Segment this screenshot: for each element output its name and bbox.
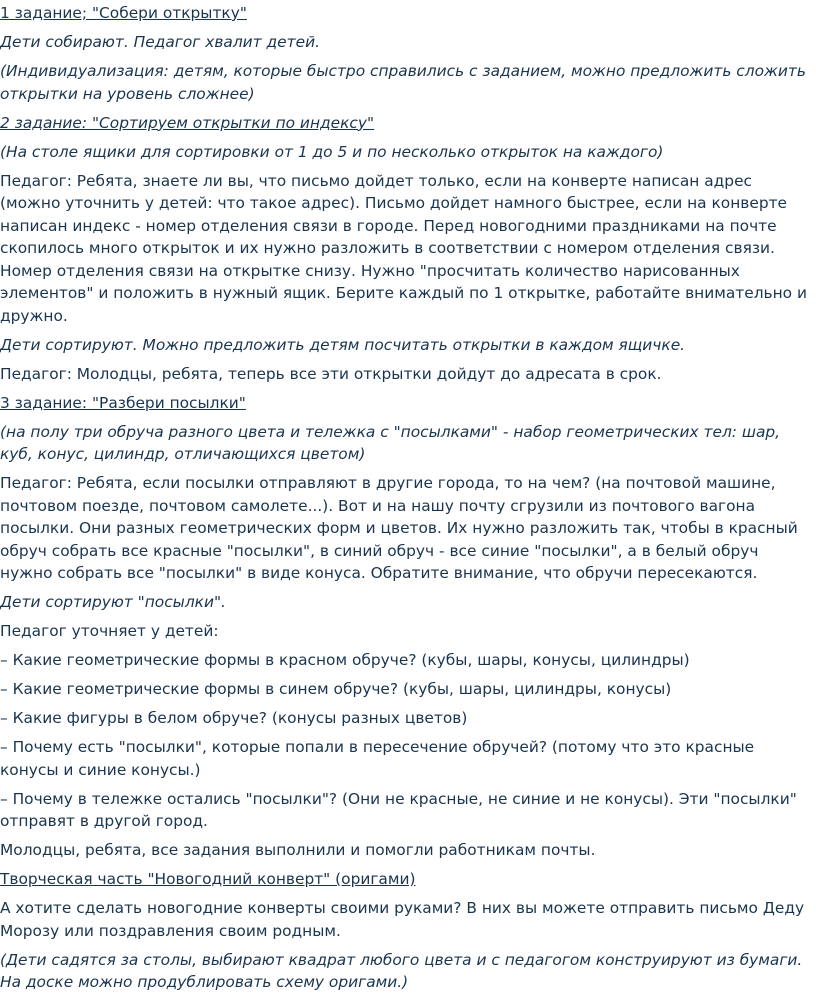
task-3-children-action: Дети сортируют "посылки". bbox=[0, 593, 226, 611]
creative-part-heading: Творческая часть "Новогодний конверт" (оригами) bbox=[0, 870, 416, 888]
task-1-children-action: Дети собирают. Педагог хвалит детей. bbox=[0, 33, 320, 51]
creative-part-note: (Дети садятся за столы, выбирают квадрат любого цвета и с педагогом конструируют из бумаги. На доске можно продублировать схему оригами.) bbox=[0, 950, 803, 991]
task-1-heading: 1 задание; "Собери открытку" bbox=[0, 4, 247, 22]
task-2-children-action: Дети сортируют. Можно предложить детям посчитать открытки в каждом ящичке. bbox=[0, 335, 686, 354]
document-body bbox=[0, 2, 812, 1000]
task-3-teacher-questions-intro: Педагог уточняет у детей: bbox=[0, 622, 219, 640]
task-1-individualization-note: (Индивидуализация: детям, которые быстро справились с заданием, можно предложить сложить открытки на уровень сложнее) bbox=[0, 62, 806, 103]
task-2-heading: 2 задание: "Сортируем открытки по индексу" bbox=[0, 113, 375, 132]
question-blue-hoop: – Какие геометрические формы в синем обруче? (кубы, шары, цилиндры, конусы) bbox=[0, 680, 672, 698]
task-3-heading: 3 задание: "Разбери посылки" bbox=[0, 393, 246, 412]
question-red-hoop: – Какие геометрические формы в красном обруче? (кубы, шары, конусы, цилиндры) bbox=[0, 651, 690, 669]
creative-part-teacher-speech: А хотите сделать новогодние конверты своими руками? В них вы можете отправить письмо Деду Морозу или поздравления своим родным. bbox=[0, 899, 805, 940]
task-2-teacher-speech: Педагог: Ребята, знаете ли вы, что письмо дойдет только, если на конверте написан адрес (можно уточнить у детей: что такое адрес). Письмо дойдет намного быстрее, если на конверте написан индекс - номер отделения связи в городе. Перед новогодними праздниками на почте скопилось много открыток и их нужно разложить в соответствии с номером отделения связи. Номер отделения связи на открытке снизу. Нужно "просчитать количество нарисованных элементов" и положить в нужный ящик. Берите каждый по 1 открытке, работайте внимательно и дружно. bbox=[0, 171, 807, 325]
question-white-hoop: – Какие фигуры в белом обруче? (конусы разных цветов) bbox=[0, 709, 468, 727]
task-2-teacher-praise: Педагог: Молодцы, ребята, теперь все эти открытки дойдут до адресата в срок. bbox=[0, 364, 662, 383]
task-3-teacher-speech: Педагог: Ребята, если посылки отправляют в другие города, то на чем? (на почтовой машине, почтовом поезде, почтовом самолете...). Вот и на нашу почту сгрузили из почтового вагона посылки. Они разных геометрических форм и цветов. Их нужно разложить так, чтобы в красный обруч собрать все красные "посылки", в синий обруч - все синие "посылки", а в белый обруч нужно собрать все "посылки" в виде конуса. Обратите внимание, что обручи пересекаются. bbox=[0, 474, 798, 582]
task-2-setup-note: (На столе ящики для сортировки от 1 до 5 и по несколько открыток на каждого) bbox=[0, 142, 664, 161]
question-intersection: – Почему есть "посылки", которые попали в пересечение обручей? (потому что это красные конусы и синие конусы.) bbox=[0, 738, 755, 779]
question-cart: – Почему в тележке остались "посылки"? (Они не красные, не синие и не конусы). Эти "посылки" отправят в другой город. bbox=[0, 789, 797, 830]
task-3-setup-note: (на полу три обруча разного цвета и тележка с "посылками" - набор геометрических тел: шар, куб, конус, цилиндр, отличающихся цветом) bbox=[0, 422, 781, 463]
teacher-conclusion: Молодцы, ребята, все задания выполнили и помогли работникам почты. bbox=[0, 841, 596, 859]
